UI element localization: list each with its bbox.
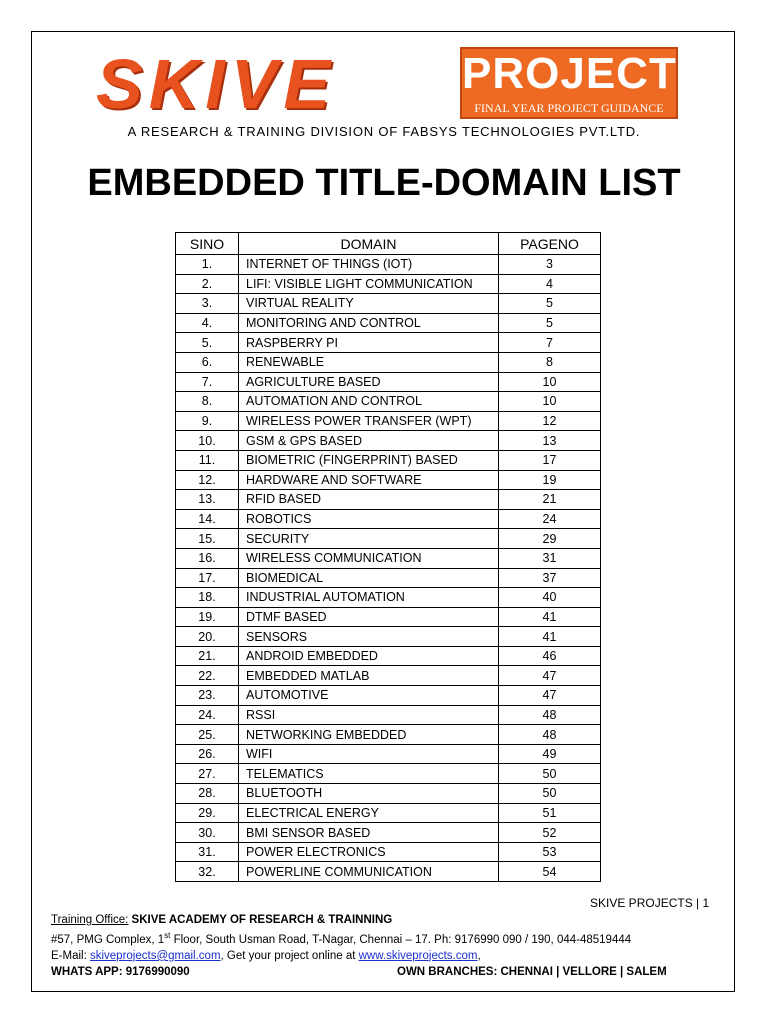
own-branches: OWN BRANCHES: CHENNAI | VELLORE | SALEM <box>397 965 667 978</box>
table-row <box>176 646 601 666</box>
cell-pageno: 54 <box>499 862 601 882</box>
table-row <box>176 744 601 764</box>
cell-domain: RENEWABLE <box>239 352 499 372</box>
cell-domain: DTMF BASED <box>239 607 499 627</box>
footer-contact-row <box>51 948 711 964</box>
cell-domain: SENSORS <box>239 627 499 647</box>
header-pageno: PAGENO <box>499 233 601 255</box>
table-row <box>176 607 601 627</box>
cell-domain: WIFI <box>239 744 499 764</box>
table-row <box>176 333 601 353</box>
footer-office-row <box>51 912 711 928</box>
table-body <box>176 255 601 882</box>
cell-domain: WIRELESS COMMUNICATION <box>239 548 499 568</box>
cell-sino: 5. <box>176 333 239 353</box>
cell-domain: POWER ELECTRONICS <box>239 842 499 862</box>
cell-pageno: 12 <box>499 411 601 431</box>
skive-projects-logo <box>96 47 708 121</box>
table-row <box>176 666 601 686</box>
cell-domain: AUTOMATION AND CONTROL <box>239 392 499 412</box>
cell-sino: 29. <box>176 803 239 823</box>
footer-address-row <box>51 928 711 948</box>
cell-pageno: 51 <box>499 803 601 823</box>
cell-sino: 15. <box>176 529 239 549</box>
cell-pageno: 47 <box>499 686 601 706</box>
cell-pageno: 8 <box>499 352 601 372</box>
cell-sino: 25. <box>176 725 239 745</box>
footer-whatsapp-row <box>51 964 711 980</box>
cell-pageno: 5 <box>499 313 601 333</box>
logo-skive-text: SKIVE <box>96 49 337 119</box>
table-row <box>176 548 601 568</box>
cell-pageno: 7 <box>499 333 601 353</box>
table-row <box>176 490 601 510</box>
cell-domain: RFID BASED <box>239 490 499 510</box>
division-line: A RESEARCH & TRAINING DIVISION OF FABSYS TECHNOLOGIES PVT.LTD. <box>127 124 641 139</box>
cell-domain: INDUSTRIAL AUTOMATION <box>239 588 499 608</box>
cell-pageno: 48 <box>499 705 601 725</box>
table-row <box>176 588 601 608</box>
cell-sino: 30. <box>176 823 239 843</box>
cell-sino: 23. <box>176 686 239 706</box>
table-row <box>176 274 601 294</box>
address-sup: st <box>164 931 171 940</box>
header-sino: SINO <box>176 233 239 255</box>
cell-sino: 10. <box>176 431 239 451</box>
table-row <box>176 529 601 549</box>
cell-pageno: 19 <box>499 470 601 490</box>
cell-domain: AGRICULTURE BASED <box>239 372 499 392</box>
email-label: E-Mail: <box>51 949 90 962</box>
cell-sino: 3. <box>176 294 239 314</box>
table-row <box>176 352 601 372</box>
cell-pageno: 50 <box>499 784 601 804</box>
cell-sino: 26. <box>176 744 239 764</box>
cell-pageno: 3 <box>499 255 601 275</box>
office-name: SKIVE ACADEMY OF RESEARCH & TRAINNING <box>131 914 393 926</box>
table-row <box>176 450 601 470</box>
logo-projects-box <box>460 47 708 119</box>
cell-domain: EMBEDDED MATLAB <box>239 666 499 686</box>
cell-pageno: 41 <box>499 627 601 647</box>
cell-domain: BMI SENSOR BASED <box>239 823 499 843</box>
cell-pageno: 37 <box>499 568 601 588</box>
table-row <box>176 392 601 412</box>
page-title: EMBEDDED TITLE-DOMAIN LIST <box>87 162 681 204</box>
cell-domain: RSSI <box>239 705 499 725</box>
table-row <box>176 372 601 392</box>
table-row <box>176 803 601 823</box>
domain-table <box>175 232 601 882</box>
cell-pageno: 31 <box>499 548 601 568</box>
cell-sino: 20. <box>176 627 239 647</box>
table-row <box>176 411 601 431</box>
table-row <box>176 725 601 745</box>
cell-sino: 31. <box>176 842 239 862</box>
cell-sino: 24. <box>176 705 239 725</box>
table-header-row <box>176 233 601 255</box>
cell-domain: ANDROID EMBEDDED <box>239 646 499 666</box>
table-row <box>176 294 601 314</box>
table-row <box>176 686 601 706</box>
cell-pageno: 4 <box>499 274 601 294</box>
cell-pageno: 50 <box>499 764 601 784</box>
table-row <box>176 823 601 843</box>
table-row <box>176 842 601 862</box>
cell-sino: 2. <box>176 274 239 294</box>
cell-domain: BIOMEDICAL <box>239 568 499 588</box>
cell-pageno: 17 <box>499 450 601 470</box>
cell-sino: 12. <box>176 470 239 490</box>
cell-domain: HARDWARE AND SOFTWARE <box>239 470 499 490</box>
cell-domain: POWERLINE COMMUNICATION <box>239 862 499 882</box>
cell-domain: GSM & GPS BASED <box>239 431 499 451</box>
table-row <box>176 470 601 490</box>
cell-pageno: 29 <box>499 529 601 549</box>
cell-domain: ROBOTICS <box>239 509 499 529</box>
table-row <box>176 568 601 588</box>
cell-sino: 32. <box>176 862 239 882</box>
website-link[interactable]: www.skiveprojects.com <box>358 949 478 962</box>
address-post: Floor, South Usman Road, T-Nagar, Chennai – 17. Ph: 9176990 090 / 190, 044-48519444 <box>170 933 632 946</box>
cell-pageno: 10 <box>499 392 601 412</box>
cell-sino: 9. <box>176 411 239 431</box>
cell-pageno: 41 <box>499 607 601 627</box>
table-row <box>176 255 601 275</box>
cell-sino: 1. <box>176 255 239 275</box>
table-row <box>176 764 601 784</box>
cell-domain: BIOMETRIC (FINGERPRINT) BASED <box>239 450 499 470</box>
cell-domain: VIRTUAL REALITY <box>239 294 499 314</box>
cell-sino: 17. <box>176 568 239 588</box>
cell-pageno: 24 <box>499 509 601 529</box>
cell-sino: 21. <box>176 646 239 666</box>
cell-sino: 6. <box>176 352 239 372</box>
cell-domain: ELECTRICAL ENERGY <box>239 803 499 823</box>
cell-domain: RASPBERRY PI <box>239 333 499 353</box>
cell-sino: 14. <box>176 509 239 529</box>
cell-sino: 19. <box>176 607 239 627</box>
logo-projects-text: PROJECTS <box>462 49 708 98</box>
email-link[interactable]: skiveprojects@gmail.com <box>89 949 221 962</box>
cell-pageno: 5 <box>499 294 601 314</box>
footer <box>51 912 711 980</box>
cell-domain: TELEMATICS <box>239 764 499 784</box>
cell-domain: NETWORKING EMBEDDED <box>239 725 499 745</box>
cell-domain: BLUETOOTH <box>239 784 499 804</box>
cell-sino: 16. <box>176 548 239 568</box>
cell-pageno: 53 <box>499 842 601 862</box>
office-label: Training Office: <box>51 914 129 926</box>
online-text: , Get your project online at <box>220 949 359 962</box>
cell-domain: WIRELESS POWER TRANSFER (WPT) <box>239 411 499 431</box>
table-row <box>176 509 601 529</box>
cell-pageno: 46 <box>499 646 601 666</box>
cell-domain: AUTOMOTIVE <box>239 686 499 706</box>
cell-pageno: 40 <box>499 588 601 608</box>
page-number-label: SKIVE PROJECTS | 1 <box>590 896 710 910</box>
table-row <box>176 784 601 804</box>
cell-domain: SECURITY <box>239 529 499 549</box>
cell-sino: 11. <box>176 450 239 470</box>
header-domain: DOMAIN <box>239 233 499 255</box>
logo-tagline: FINAL YEAR PROJECT GUIDANCE <box>474 101 664 115</box>
cell-pageno: 21 <box>499 490 601 510</box>
table-row <box>176 862 601 882</box>
whatsapp-number: WHATS APP: 9176990090 <box>51 965 190 978</box>
cell-domain: INTERNET OF THINGS (IOT) <box>239 255 499 275</box>
cell-sino: 4. <box>176 313 239 333</box>
table-row <box>176 431 601 451</box>
cell-pageno: 48 <box>499 725 601 745</box>
cell-sino: 18. <box>176 588 239 608</box>
table-row <box>176 313 601 333</box>
address-pre: #57, PMG Complex, 1 <box>51 933 165 946</box>
table-row <box>176 627 601 647</box>
table-row <box>176 705 601 725</box>
cell-pageno: 47 <box>499 666 601 686</box>
cell-domain: MONITORING AND CONTROL <box>239 313 499 333</box>
cell-pageno: 10 <box>499 372 601 392</box>
website-suffix: , <box>477 949 481 962</box>
cell-sino: 7. <box>176 372 239 392</box>
cell-sino: 13. <box>176 490 239 510</box>
cell-sino: 8. <box>176 392 239 412</box>
cell-sino: 28. <box>176 784 239 804</box>
cell-sino: 27. <box>176 764 239 784</box>
cell-pageno: 13 <box>499 431 601 451</box>
cell-pageno: 52 <box>499 823 601 843</box>
cell-sino: 22. <box>176 666 239 686</box>
cell-domain: LIFI: VISIBLE LIGHT COMMUNICATION <box>239 274 499 294</box>
cell-pageno: 49 <box>499 744 601 764</box>
